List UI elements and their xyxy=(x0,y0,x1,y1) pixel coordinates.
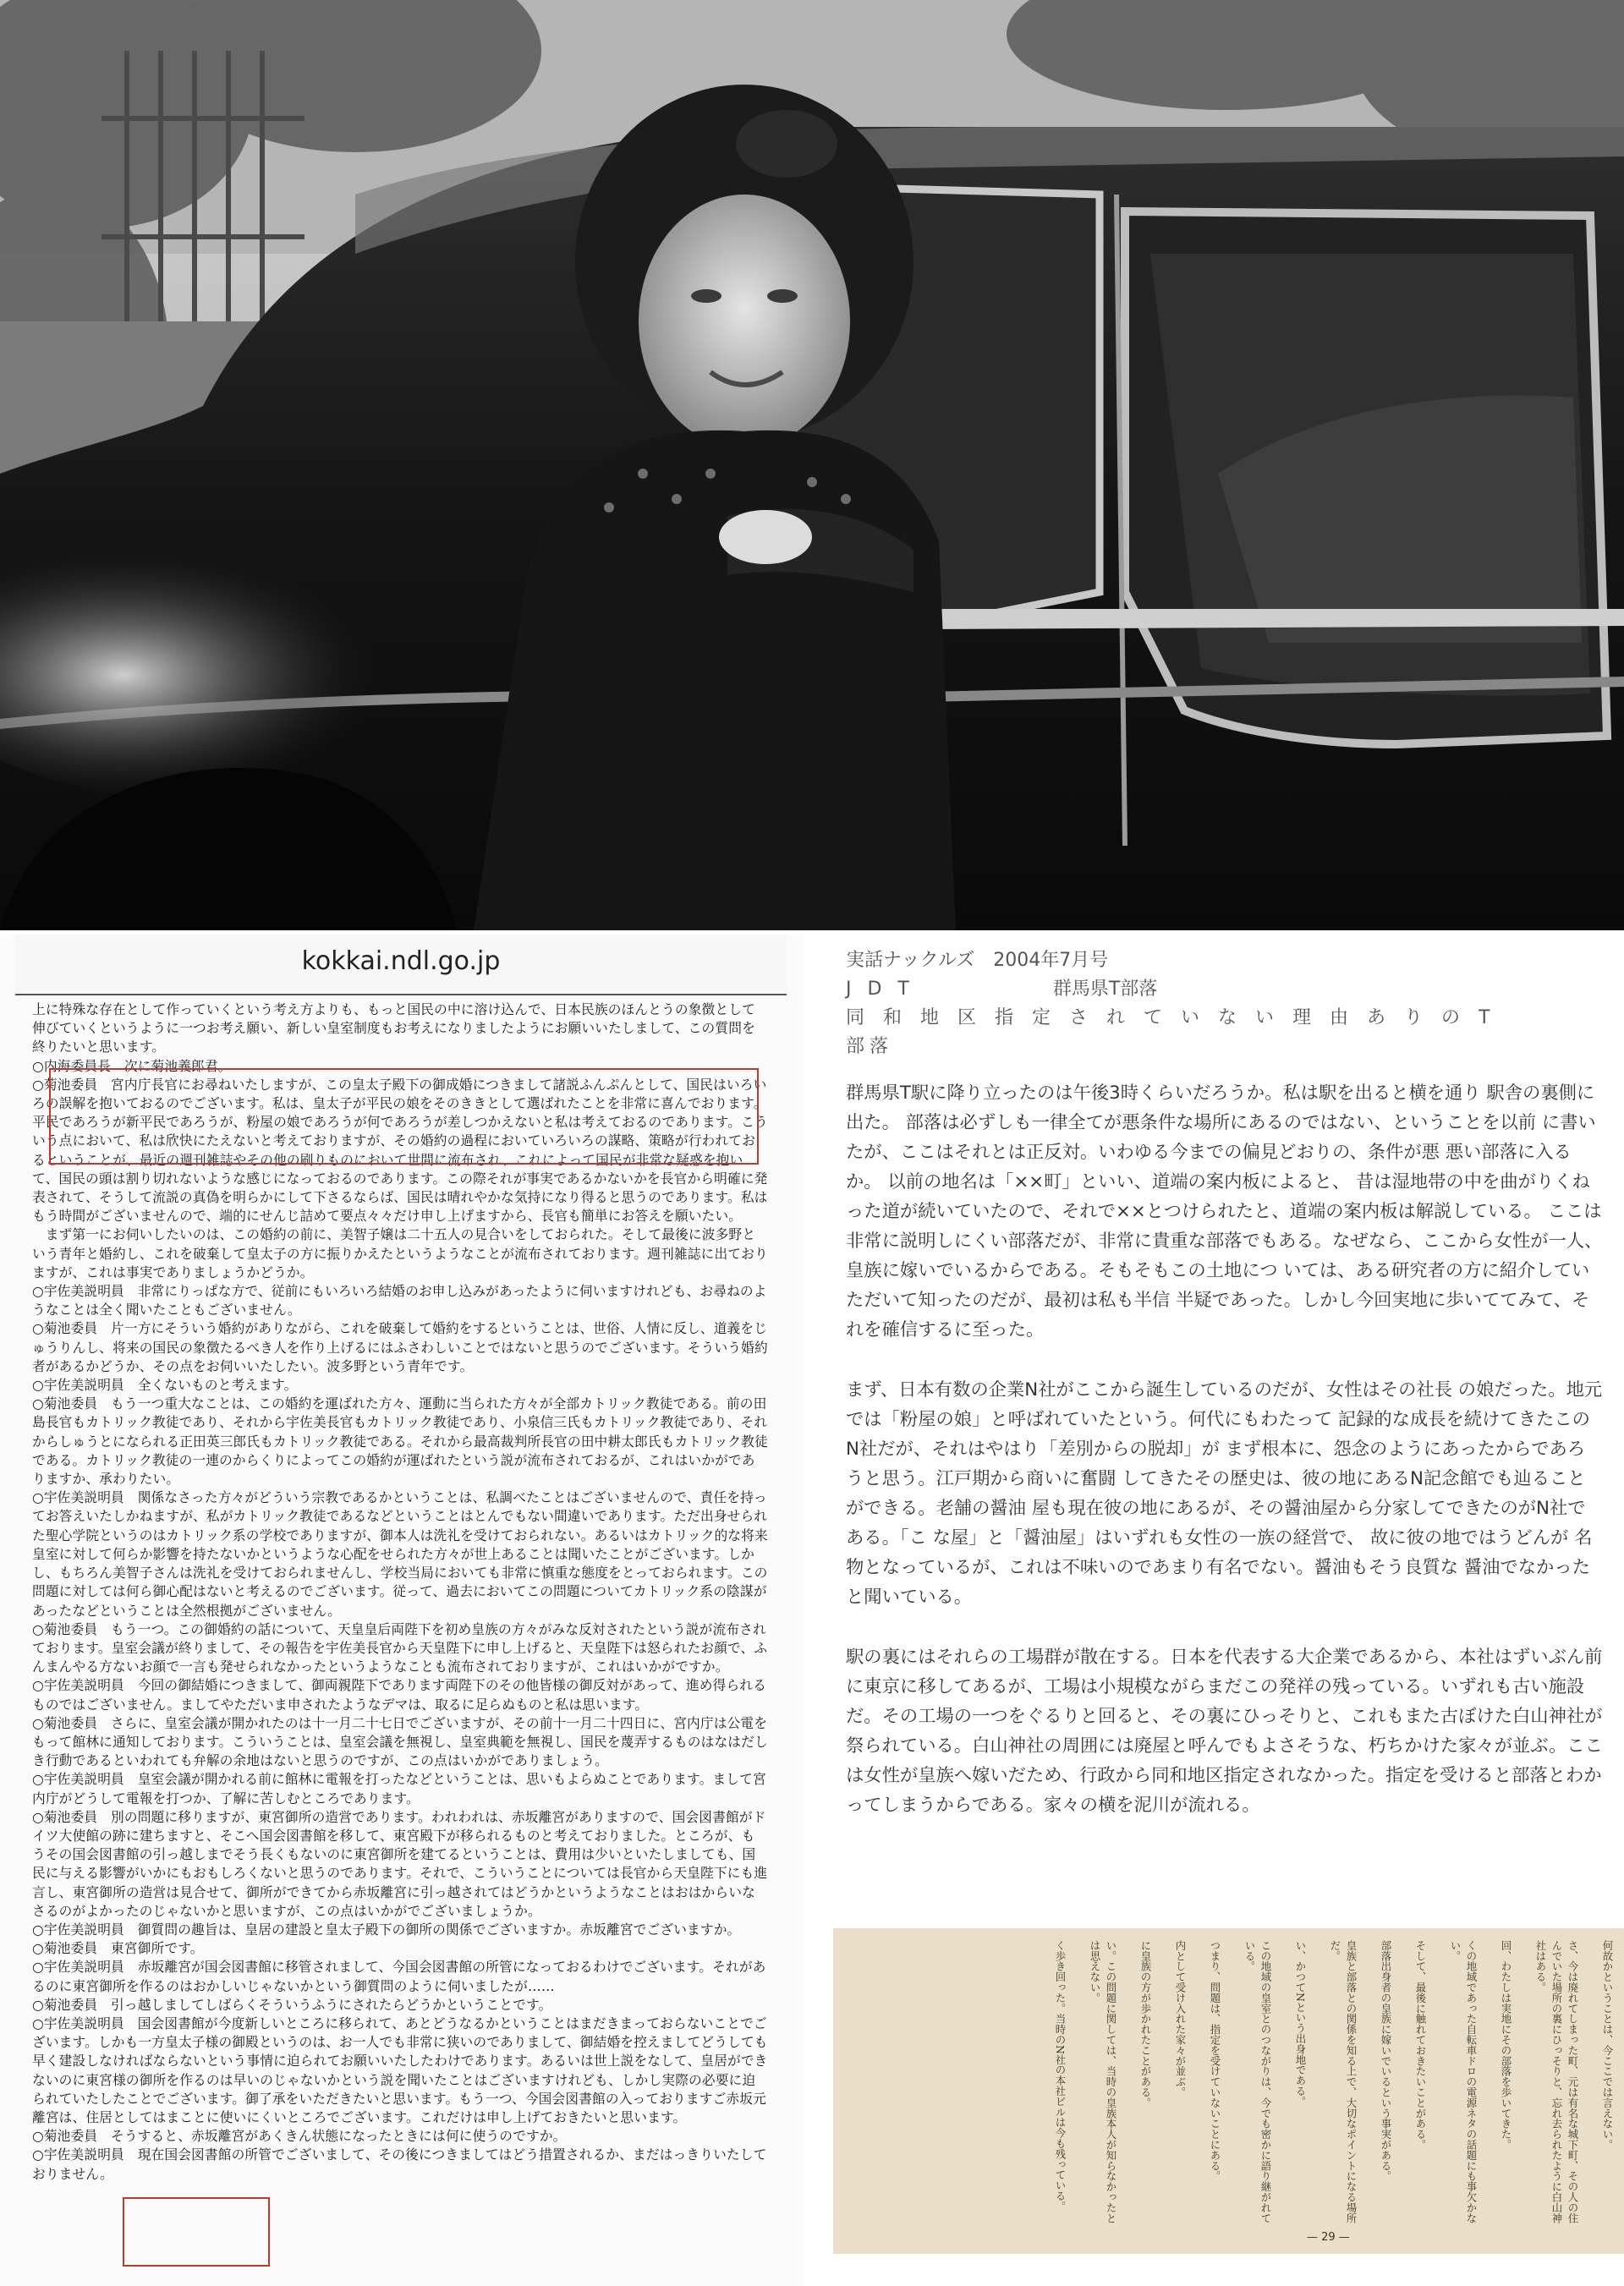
article-location: 群馬県T部落 xyxy=(1052,979,1158,1000)
vertical-text-columns xyxy=(842,1940,1616,2228)
article-subtitle: 同和地区指定されていない理由ありのT xyxy=(846,1007,1509,1028)
scan-column: 部落出身者の皇族に嫁いでいるという事実がある。 xyxy=(1380,1940,1392,2182)
transcript-paragraph: ○宇佐美説明員 全くないものと考えます。 xyxy=(32,1377,298,1394)
transcript-paragraph: ○菊池委員 もう一つ。この御婚約の話について、天皇皇后両陛下を初め皇族の方々がみな反対されたという説が流布されております。皇室会議が終りまして、その報告を宇佐美長官から天皇陛下に申し上げると、天皇陛下は怒られたお顔で、ふんまんやる方ないお顔で一言も発せられなかったというようなことも流布されておりますが、これはいかがですか。 xyxy=(32,1620,768,1675)
photo-woman-in-car xyxy=(0,0,1624,930)
page-number: — 29 — xyxy=(1307,2231,1350,2244)
article-tag: J D T xyxy=(846,979,914,1000)
article-body xyxy=(846,1078,1603,1850)
transcript-paragraph: ○菊池委員 宮内庁長官にお尋ねいたしますが、この皇太子殿下の御成婚につきまして諸説ふんぷんとして、国民はいろいろの誤解を抱いておるのでございます。私は、皇太子が平民の娘をそのききとして選ばれたことを非常に喜んでおります。平民であろうが新平民であろうが、粉屋の娘であろうが何であろうが差しつかえないと私は考えておるのであります。こういう点において、私は欣快にたえないと考えておりますが、その婚約の過程においていろいろの謀略、策略が行われておるということが、最近の週刊雑誌やその他の刷りものにおいて世間に流布され、これによって国民が非常な疑惑を抱いて、国民の頭は割り切れないような感じになっておるのであります。この際それが事実であるかないかを長官から明確に発表されて、そうして流説の真偽を明らかにして下さるならば、国民は晴れやかな気持になり得ると思うのであります。私はもう時間がございませんので、端的にせんじ詰めて要点々々だけ申し上げますから、長官も簡単にお答えを願いたい。 xyxy=(32,1076,768,1225)
transcript-paragraph: ○宇佐美説明員 関係なさった方々がどういう宗教であるかということは、私調べたことはございませんので、責任を持ってお答えいたしかねますが、私がカトリック教徒であるなどということはとんでもない間違いであります。ただ出身せられた聖心学院というのはカトリック系の学校でありますが、御本人は洗礼を受けておられない。あるいはカトリック的な将来皇室に対して何らか影響を持たないかというような心配をせられた方々が世上あることは聞いたことがございます。しかし、もちろん美智子さんは洗礼を受けておられませんし、学校当局においても非常に慎重な態度をとっておられます。この問題に対しては何ら御心配はないと考えるのでございます。従って、過去においてこの問題についてカトリック系の陰謀があったなどということは全然根拠がございません。 xyxy=(32,1489,768,1619)
transcript-paragraph: ○菊池委員 そうすると、赤坂離宮があくきん状態になったときには何に使うのですか。 xyxy=(32,2128,567,2145)
article-tag-row xyxy=(846,975,1599,1004)
transcript-paragraph: ○菊池委員 さらに、皇室会議が開かれたのは十一月二十七日でございますが、その前十一月二十四日に、宮内庁は公電をもって館林に通知しております。こういうことは、皇室会議を無視し、皇室典範を無視し、国民を蔑弄するものはなはだしき行動であるといわれても弁解の余地はないと思うのですが、この点はいかがでありましょう。 xyxy=(32,1714,768,1769)
article-paragraph: 駅の裏にはそれらの工場群が散在する。日本を代表する大企業であるから、本社はずいぶん前に東京に移してあるが、工場は小規模ながらまだこの発祥の残っている。いずれも古い施設だ。その工場の一つをぐるりと回ると、その裏にひっそりと、これもまた古ぼけた白山神社が祭られている。白山神社の周囲には廃屋と呼んでもよさそうな、朽ちかけた家々が並ぶ。ここは女性が皇族へ嫁いだため、行政から同和地区指定されなかった。指定を受けると部落とわかってしまうからである。家々の横を泥川が流れる。 xyxy=(846,1647,1603,1816)
transcript-paragraph: ○菊池委員 片一方にそういう婚約がありながら、これを破棄して婚約をするということは、世俗、人情に反し、道義をじゅうりんし、将来の国民の象徴たるべき人を作り上げるにはふさわしいことではないと思うのでございます。そういう婚約者があるかどうか、その点をお伺いいたしたい。波多野という青年です。 xyxy=(32,1320,768,1374)
transcript-paragraph: ○宇佐美説明員 現在国会図書館の所管でございまして、その後につきましてはどう措置されるか、まだはっきりいたしておりません。 xyxy=(32,2146,767,2182)
transcript-paragraph: ○宇佐美説明員 御質問の趣旨は、皇居の建設と皇太子殿下の御所の関係でございますか。赤坂離宮でございますか。 xyxy=(32,1921,741,1938)
transcript-paragraph: ○宇佐美説明員 国会図書館が今度新しいところに移られて、あとどうなるかということはまだきまっておらないことでございます。しかも一方皇太子様の御殿というのは、お一人でも非常に狭いのでありまして、御結婚を控えましてどうしても早く建設しなければならないという事情に迫られてお願いいたしたわけであります。あるいは世上説をなして、皇居ができないのに東宮様の御所を作るのは早いのじゃないかという説を聞いたことはございますけれども、しかし実際の必要に迫られていたしたことでございます。御了承をいただきたいと思います。もう一つ、今国会図書館の入っておりますご赤坂元離宮は、住居としてはまことに使いにくいところでございます。これだけは申し上げておきたいと思います。 xyxy=(32,2015,768,2125)
transcript-paragraph: まず第一にお伺いしたいのは、この婚約の前に、美智子嬢は二十五人の見合いをしておられた。そして最後に波多野という青年と婚約し、これを破棄して皇太子の方に振りかえたというようなことが流布されております。週刊雑誌に出ておりますが、これは事実でありましょうかどうか。 xyxy=(32,1226,768,1280)
scan-column: に皇族の方が歩かれたことがある。 xyxy=(1139,1940,1152,2108)
transcript-paragraph: ○菊池委員 別の問題に移りますが、東宮御所の造営であります。われわれは、赤坂離宮がありますので、国会図書館がドイツ大使館の跡に建ちますと、そこへ国会図書館を移して、東宮殿下が移られるものと考えておりました。ところが、もうその国会図書館の引っ越しまでそう長くもないのに東宮御所を建てるということは、費用は少いといたしましても、国民に与える影響がいかにもおもしろくないと思うのであります。それで、こういうことについては長官から天皇陛下にも進言し、東宮御所の造営は見合せて、御所ができてから赤坂離宮に引っ越されてはどうかというようなことはおはからいなさるのがよかったのじゃないかと思いますが、この点はいかがでございましょうか。 xyxy=(32,1808,768,1919)
site-header xyxy=(15,935,787,995)
transcript-paragraph: ○菊池委員 引っ越しましてしばらくそういうふうにされたらどうかということです。 xyxy=(32,1996,552,2013)
scan-column: そして、最後に触れておきたいことがある。 xyxy=(1414,1940,1427,2150)
article-paragraph: まず、日本有数の企業N社がここから誕生しているのだが、女性はその社長 の娘だった。地元では「粉屋の娘」と呼ばれていたという。何代にもわたって 記録的な成長を続けてきたこのN社だが、それはやはり「差別からの脱却」が まず根本に、怨念のようにあったからであろうと思う。江戸期から商いに奮闘 してきたその歴史は、彼の地にあるN記念館でも辿ることができる。老舗の醤油 屋も現在彼の地にあるが、その醤油屋から分家してできたのがN社である。「こ な屋」と「醤油屋」はいずれも女性の一族の経営で、 故に彼の地ではうどんが 名物となっているが、これは不味いのであまり有名でない。醤油もそう良質な 醤油でなかったと聞いている。 xyxy=(846,1379,1603,1608)
scan-column: この地域の皇室とのつながりは、今でも密かに語り継がれている。 xyxy=(1243,1940,1272,2223)
transcript-paragraph: ○内海委員長 次に菊池義郎君。 xyxy=(32,1057,232,1074)
article-paragraph: 群馬県T駅に降り立ったのは午後3時くらいだろうか。私は駅を出ると横を通り 駅舎の裏側に出た。 部落は必ずしも一律全てが悪条件な場所にあるのではない、ということを以前 に書いたが、ここはそれとは正反対。いわゆる今までの偏見どおりの、条件が悪 悪い部落に入るか。 以前の地名は「××町」といい、道端の案内板によると、 昔は湿地帯の中を曲がりくねった道が続いていたので、それで××とつけられたと、道端の案内板は解説している。 ここは非常に説明しにくい部落だが、非常に貴重な部落でもある。なぜなら、ここから女性が一人、皇族に嫁いでいるからである。そもそもこの土地につ いては、ある研究者の方に紹介していただいて知ったのだが、最初は私も半信 半疑であった。しかし今回実地に歩いててみて、それを確信するに至った。 xyxy=(846,1083,1603,1340)
article-subtitle-cont: 部落 xyxy=(846,1036,894,1057)
transcript-paragraph: ○宇佐美説明員 非常にりっぱな方で、従前にもいろいろ結婚のお申し込みがあったように伺いますけれども、お尋ねのようなことは全く聞いたこともございません。 xyxy=(32,1283,767,1318)
transcript-body xyxy=(32,1000,768,2184)
scan-column: い、かつてNという出身地である。 xyxy=(1294,1940,1307,2107)
magazine-article xyxy=(820,935,1624,1873)
magazine-issue: 実話ナックルズ 2004年7月号 xyxy=(846,950,1109,971)
red-highlight-box xyxy=(123,2197,270,2267)
photo-image xyxy=(0,0,1624,930)
scan-column: つまり、問題は、指定を受けていないことにある。 xyxy=(1209,1940,1221,2182)
transcript-paragraph: ○宇佐美説明員 今回の御結婚につきまして、御両親陛下であります両陛下のその他皆様の御反対があって、進め得られるものではございません。ましてやただいま申されたようなデマは、取るに足らぬものと私は思います。 xyxy=(32,1677,766,1713)
scan-column: くの地域であった自転車ドロの電源ネタの話題にも事欠かない。 xyxy=(1449,1940,1478,2223)
parliament-transcript xyxy=(0,935,804,2286)
scan-column: 内として受け入れた家々が並ぶ。 xyxy=(1174,1940,1187,2097)
scan-column: 何故かということは、今ここでは言えない。 xyxy=(1601,1940,1614,2150)
scan-column: さ、今は廃れてしまった町、元は有名な城下町、その人の住んでいた場所の裏にひっそりと、忘れ去られたように白山神社はある。 xyxy=(1534,1940,1579,2223)
transcript-paragraph: ○宇佐美説明員 赤坂離宮が国会図書館に移管されまして、今国会図書館の所管になっておるわけでございます。それがあるのに東宮御所を作るのはおかしいじゃないかという御質問のように伺いましたが…… xyxy=(32,1959,766,1994)
book-page-scan xyxy=(833,1928,1624,2254)
scan-column: く歩き回った。当時のN社の本社ビルは今も残っている。 xyxy=(1054,1940,1067,2212)
scan-column: 回、わたしは実地にその部落を歩いてきた。 xyxy=(1500,1940,1512,2150)
scan-column: い。この問題に関しては、当時の皇族本人が知らなかったとは思えない。 xyxy=(1089,1940,1117,2223)
scan-column: 皇族と部落との関係を知る上で、大切なポイントになる場所だ。 xyxy=(1329,1940,1358,2223)
article-header xyxy=(846,946,1599,1061)
transcript-paragraph: ○宇佐美説明員 皇室会議が開かれる前に館林に電報を打ったなどということは、思いもよらぬことであります。まして宮内庁がどうして電報を打つか、了解に苦しむところであります。 xyxy=(32,1771,766,1806)
transcript-paragraph: 上に特殊な存在として作っていくという考え方よりも、もっと国民の中に溶け込んで、日本民族のほんとうの象徴として伸びていくというように一つお考え願い、新しい皇室制度もお考えになりましたようにお願いいたしまして、この質問を終りたいと思います。 xyxy=(32,1001,755,1055)
site-url[interactable]: kokkai.ndl.go.jp xyxy=(301,946,501,976)
transcript-paragraph: ○菊池委員 東宮御所です。 xyxy=(32,1940,204,1957)
transcript-paragraph: ○菊池委員 もう一つ重大なことは、この婚約を運ばれた方々、運動に当られた方々が全部カトリック教徒である。前の田島長官もカトリック教徒であり、それから宇佐美長官もカトリック教徒であり、小泉信三氏もカトリック教徒であり、それからしゅうとになられる正田英三郎氏もカトリック教徒である。それから最高裁判所長官の田中耕太郎氏もカトリック教徒である。カトリック教徒の一連のからくりによってこの婚約が運ばれたという説が流布されておるが、これはいかがでありますか、承わりたい。 xyxy=(32,1395,768,1488)
